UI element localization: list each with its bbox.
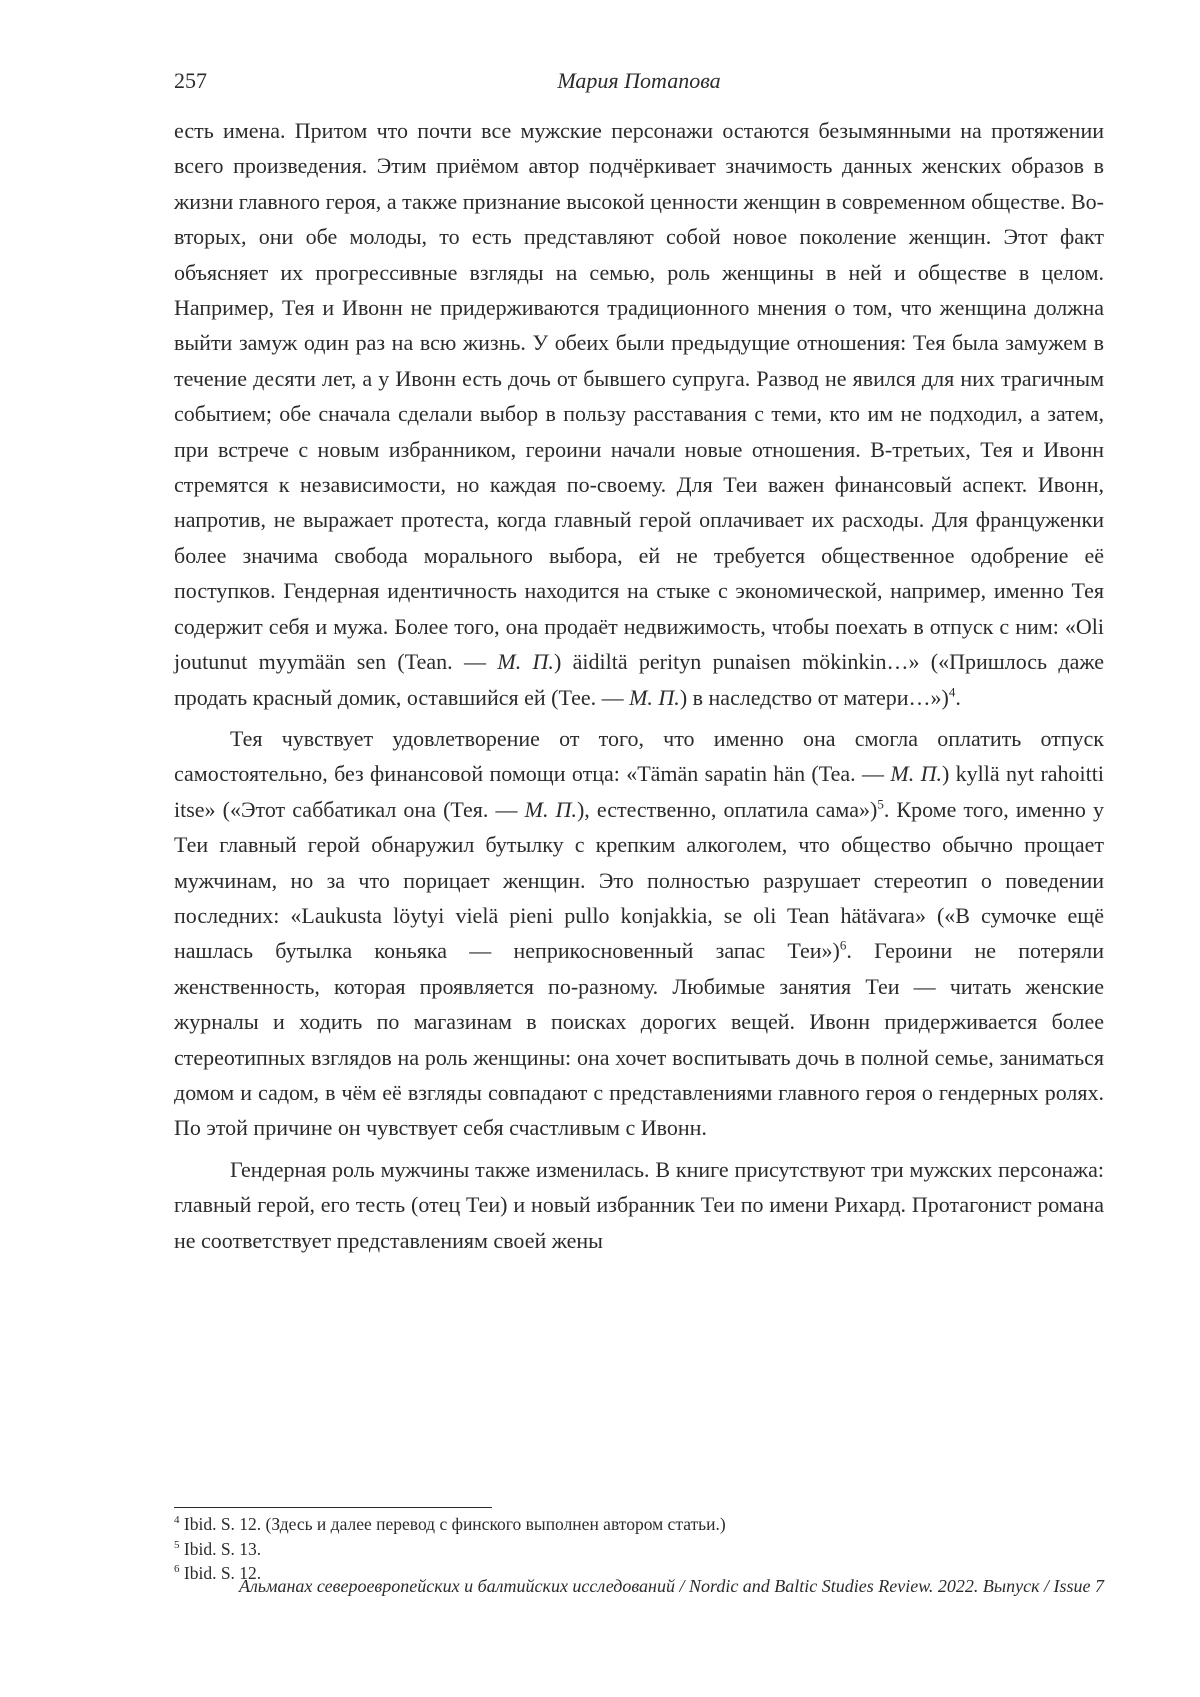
footnote-ref-6[interactable]: 6 <box>839 938 847 954</box>
running-head-author: Мария Потапова <box>557 68 721 93</box>
author-initials: М. П. <box>629 684 680 710</box>
author-initials: М. П. <box>497 649 554 675</box>
article-body <box>174 113 1104 1258</box>
journal-footer: Альманах североевропейских и балтийских исследований / Nordic and Baltic Studies Review. 2022. Выпуск / Issue 7 <box>238 1576 1104 1596</box>
paragraph-3: Гендерная роль мужчины также изменилась. В книге присутствуют три мужских персонажа: главный герой, его тесть (отец Теи) и новый избранник Теи по имени Рихард. Протагонист романа не соответствует представлениям своей жены <box>174 1156 1104 1253</box>
footnote-text: Ibid. S. 12. <box>179 1563 262 1583</box>
author-initials: М. П. <box>524 796 577 822</box>
footnote-ref-4[interactable]: 4 <box>948 684 956 700</box>
footnote-4 <box>174 1512 1104 1537</box>
paragraph-1 <box>174 113 1104 715</box>
paragraph-text: . Кроме того, именно у Теи главный герой обнаружил бутылку с крепким алкоголем, что общество обычно прощает мужчинам, но за что порицает женщин. Это полностью разрушает стереотип о поведении последних: «Laukusta löytyi vielä pieni pullo konjakkia, se oli Tean hätävara» («В сумочке ещё нашлась бутылка коньяка — неприкосновенный запас Теи») <box>174 796 1104 964</box>
footnote-5 <box>174 1537 1104 1562</box>
paragraph-text: ) kyllä nyt rahoitti itse» («Этот саббатикал она (Тея. — <box>174 761 1104 822</box>
footnotes <box>174 1512 1104 1586</box>
paragraph-text: ), естественно, оплатила сама») <box>576 796 878 822</box>
footnote-number: 6 <box>174 1563 180 1576</box>
footnote-ref-5[interactable]: 5 <box>877 796 884 812</box>
page-number: 257 <box>174 68 207 93</box>
paragraph-text: Тея чувствует удовлетворение от того, что именно она смогла оплатить отпуск самостоятельно, без финансовой помощи отца: «Tämän sapatin hän (Tea. — <box>174 725 1104 787</box>
author-initials: M. П. <box>890 761 942 787</box>
page-header <box>174 68 1104 102</box>
footnote-text: Ibid. S. 13. <box>179 1538 262 1559</box>
paragraph-text: . <box>955 684 961 710</box>
paragraph-text: есть имена. Притом что почти все мужские персонажи остаются безымянными на протяжении всего произведения. Этим приёмом автор подчёркивает значимость данных женских образов в жизни главного героя, а также признание высокой ценности женщин в современном обществе. Во-вторых, они обе молоды, то есть представляют собой новое поколение женщин. Этот факт объясняет их прогрессивные взгляды на семью, роль женщины в ней и обществе в целом. Например, Тея и Ивонн не придерживаются традиционного мнения о том, что женщина должна выйти замуж один раз на всю жизнь. У обеих были предыдущие отношения: Тея была замужем в течение десяти лет, а у Ивонн есть дочь от бывшего супруга. Развод не явился для них трагичным событием; обе сначала сделали выбор в пользу расставания с теми, кто им не подходил, а затем, при встрече с новым избранником, героини начали новые отношения. В-третьих, Тея и Ивонн стремятся к независимости, но каждая по-своему. Для Теи важен финансовый аспект. Ивонн, напротив, не выражает протеста, когда главный герой оплачивает их расходы. Для француженки более значима свобода морального выбора, ей не требуется общественное одобрение её поступков. Гендерная идентичность находится на стыке с экономической, например, именно Тея содержит себя и мужа. Более того, она продаёт недвижимость, чтобы поехать в отпуск с ним: «Oli joutunut myymään sen (Tean. — <box>174 118 1104 675</box>
footnote-separator <box>174 1507 492 1508</box>
footnote-number: 5 <box>174 1538 180 1551</box>
paragraph-2 <box>174 721 1104 1146</box>
paragraph-text: . Героини не потеряли женственность, которая проявляется по-разному. Любимые занятия Теи — читать женские журналы и ходить по магазинам в поисках дорогих вещей. Ивонн придерживается более стереотипных взглядов на роль женщины: она хочет воспитывать дочь в полной семье, заниматься домом и садом, в чём её взгляды совпадают с представлениями главного героя о гендерных ролях. По этой причине он чувствует себя счастливым с Ивонн. <box>174 938 1104 1141</box>
footnote-number: 4 <box>174 1514 180 1527</box>
paragraph-text: ) äidiltä perityn punaisen mökinkin…» («Пришлось даже продать красный домик, оставшийся ей (Тее. — <box>174 649 1105 710</box>
footnote-text: Ibid. S. 12. (Здесь и далее перевод с финского выполнен автором статьи.) <box>179 1514 726 1534</box>
paragraph-text: ) в наследство от матери…») <box>679 684 949 710</box>
